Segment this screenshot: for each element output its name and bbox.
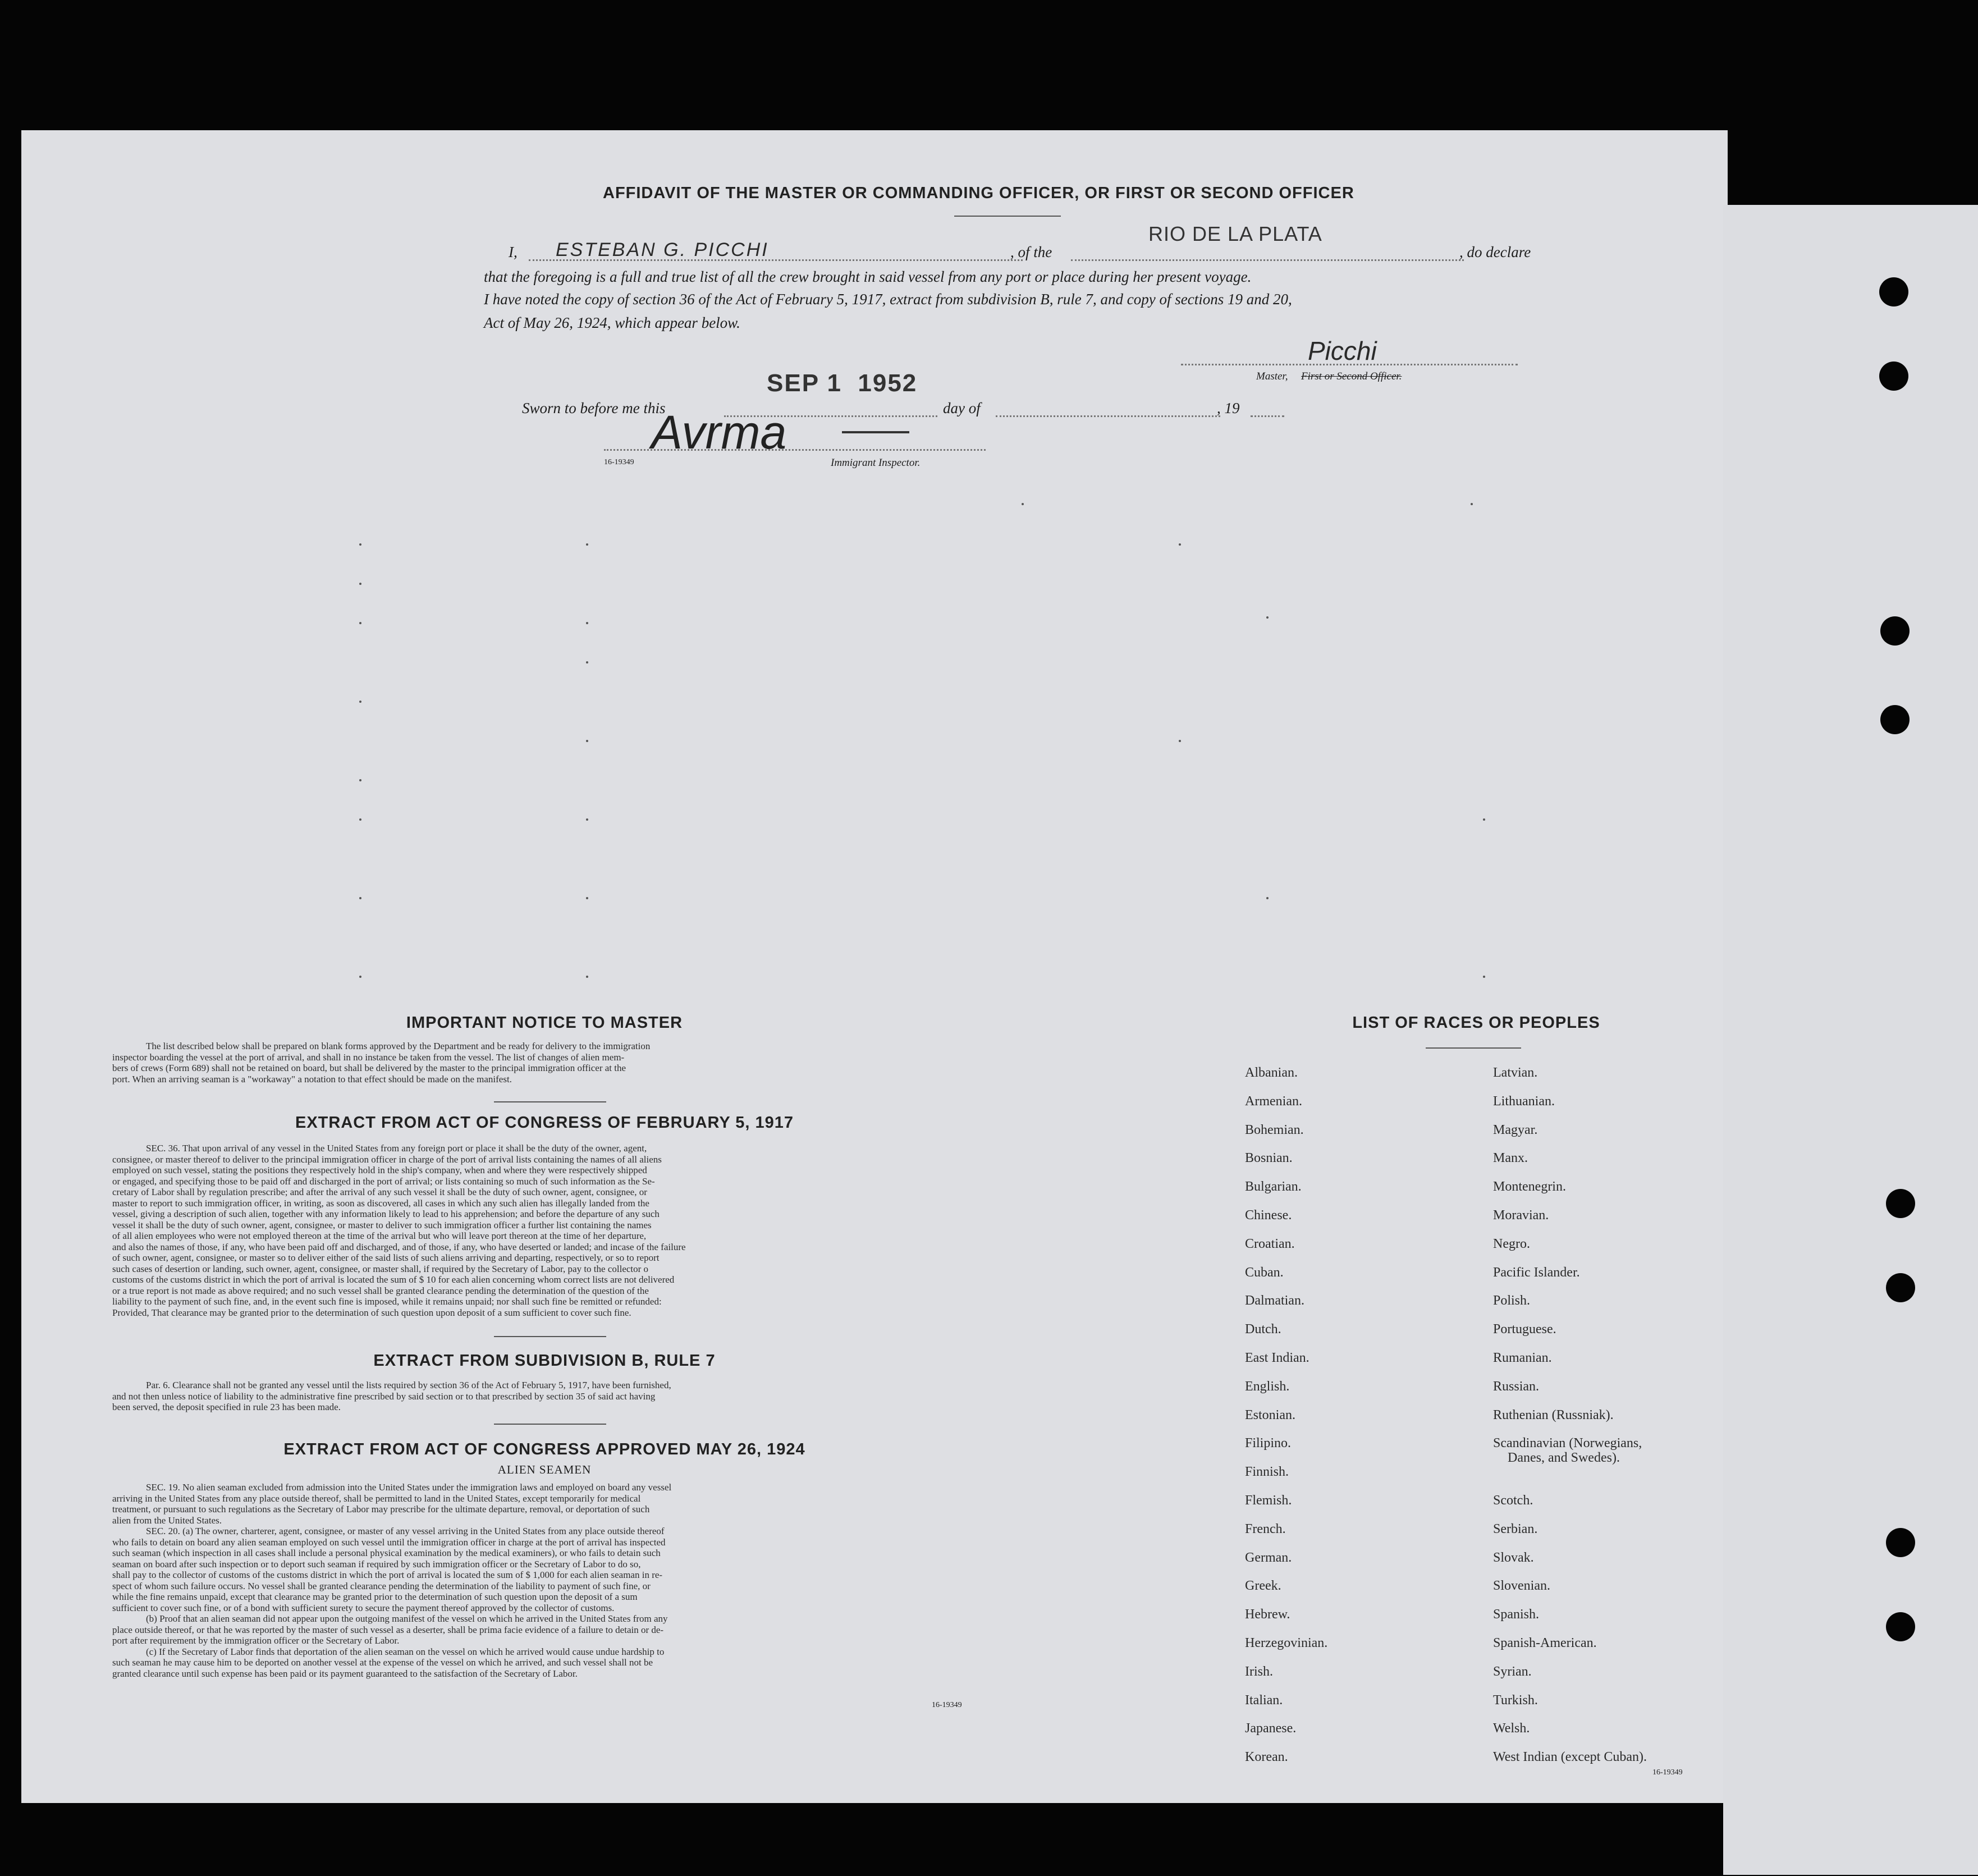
vessel-name-line xyxy=(1071,259,1464,261)
date-stamp: SEP 1 1952 xyxy=(767,369,918,397)
extract-line: who fails to detain on board any alien seaman employed on such vessel until the immigration officer in charge at the port of arrival has inspected xyxy=(112,1536,666,1548)
race-item: Greek. xyxy=(1245,1578,1281,1593)
inspector-signature: Avrma xyxy=(651,406,787,459)
race-item: Turkish. xyxy=(1493,1693,1538,1708)
binder-hole xyxy=(1886,1273,1915,1302)
binder-hole xyxy=(1886,1612,1915,1641)
race-item: Ruthenian (Russniak). xyxy=(1493,1408,1614,1422)
extract-line: alien from the United States. xyxy=(112,1514,222,1526)
extract-line: employed on such vessel, stating the positions they respectively hold in the ship's company, when and where they were respectively shipped xyxy=(112,1165,647,1175)
day-of-label: day of xyxy=(943,400,981,417)
race-item: Irish. xyxy=(1245,1664,1273,1679)
race-item: Cuban. xyxy=(1245,1265,1284,1280)
extract-line: SEC. 36. That upon arrival of any vessel in the United States from any foreign port or place it shall be the duty of the owner, agent, xyxy=(146,1143,647,1154)
speck xyxy=(1483,976,1485,978)
extract-line: of all alien employees who were not employed thereon at the time of the arrival but who will leave port thereon at the time of her departure, xyxy=(112,1230,647,1241)
notice-line: The list described below shall be prepared on blank forms approved by the Department and be ready for delivery to the immigration xyxy=(146,1041,651,1051)
race-item: West Indian (except Cuban). xyxy=(1493,1750,1647,1764)
extract-line: (c) If the Secretary of Labor finds that deportation of the alien seaman on the vessel on which he arrived would cause undue hardship to xyxy=(146,1646,665,1657)
notice-title: IMPORTANT NOTICE TO MASTER xyxy=(406,1014,683,1032)
binder-hole xyxy=(1879,362,1908,391)
speck xyxy=(586,543,588,546)
race-item: Negro. xyxy=(1493,1237,1530,1251)
race-item: Latvian. xyxy=(1493,1065,1538,1080)
race-item: Korean. xyxy=(1245,1750,1288,1764)
notice-body xyxy=(112,1041,971,1085)
extract-line: such seaman (which inspection in all cases shall include a personal physical examination by the medical examiners), or who fails to detain such xyxy=(112,1548,661,1558)
divider xyxy=(494,1336,606,1337)
extract-line: consignee, or master thereof to deliver to the principal immigration officer in charge of the port of arrival lists containing the names of all aliens xyxy=(112,1154,662,1165)
extract-line: while the fine remains unpaid, except that clearance may be granted prior to the determination of such question upon the deposit of a sum xyxy=(112,1591,638,1602)
speck xyxy=(586,740,588,742)
race-item: Portuguese. xyxy=(1493,1322,1556,1337)
extract-line: Provided, That clearance may be granted prior to the determination of such question upon deposit of a sum sufficient to cover such fine. xyxy=(112,1307,631,1318)
signature-caption-struck: First or Second Officer. xyxy=(1301,370,1402,382)
extract-line: treatment, or pursuant to such regulations as the Secretary of Labor may prescribe for the ultimate departure, removal, or deportation of such xyxy=(112,1504,650,1514)
speck xyxy=(586,818,588,821)
extract-line: of such owner, agent, consignee, or master so to deliver either of the said lists of such aliens arriving and departing, respectively, or so to report xyxy=(112,1252,660,1263)
notice-line: port. When an arriving seaman is a "workaway" a notation to that effect should be made on the manifest. xyxy=(112,1073,512,1085)
declaration-line-3: Act of May 26, 1924, which appear below. xyxy=(484,314,740,331)
speck xyxy=(359,543,361,546)
speck xyxy=(1179,543,1181,546)
year-line xyxy=(1251,415,1284,417)
extract-line: or engaged, and specifying those to be paid off and discharged in the port of arrival; or lists containing so much of such information as the Se- xyxy=(112,1175,655,1187)
extract-line: spect of whom such failure occurs. No vessel shall be granted clearance pending the determination of the liability to payment of such fine, or xyxy=(112,1580,651,1591)
race-item: German. xyxy=(1245,1550,1292,1565)
extract-line: vessel it shall be the duty of such owner, agent, consignee, or master to deliver to such immigration officer a further list containing the names xyxy=(112,1219,652,1230)
title-underline xyxy=(954,216,1061,217)
extract-line: and also the names of those, if any, who have been paid off and discharged, and of those, if any, who have deserted or landed; and incase of the failure xyxy=(112,1241,686,1252)
race-item: Dalmatian. xyxy=(1245,1293,1304,1308)
extract-1917-body xyxy=(112,1143,971,1318)
i-label: I, xyxy=(509,244,518,260)
extract-line: and not then unless notice of liability to the administrative fine prescribed by said section or to that prescribed by section 35 of said act having xyxy=(112,1390,656,1402)
inspector-signature-stroke xyxy=(842,431,909,433)
speck xyxy=(1022,503,1024,505)
race-item: Syrian. xyxy=(1493,1664,1532,1679)
extract-1924-body xyxy=(112,1482,971,1679)
speck xyxy=(359,583,361,585)
extract-line: seaman on board after such inspection or to deport such seaman if required by such immigration officer or the Secretary of Labor to do so, xyxy=(112,1558,641,1570)
speck xyxy=(359,897,361,899)
race-item: English. xyxy=(1245,1379,1290,1394)
inspector-caption: Immigrant Inspector. xyxy=(831,457,921,469)
extract-rule7-title: EXTRACT FROM SUBDIVISION B, RULE 7 xyxy=(373,1352,716,1370)
extract-line: customs of the customs district in which the port of arrival is located the sum of $ 10 for each alien concerning whom correct lists are not delivered xyxy=(112,1274,675,1285)
speck xyxy=(359,818,361,821)
extract-line: such cases of desertion or landing, such owner, agent, consignee, or master shall, if required by the Secretary of Labor, pay to the collector o xyxy=(112,1263,649,1274)
race-item: Moravian. xyxy=(1493,1208,1549,1223)
binder-hole xyxy=(1880,616,1910,646)
speck xyxy=(586,897,588,899)
race-item: Spanish. xyxy=(1493,1607,1540,1622)
master-signature: Picchi xyxy=(1308,336,1377,365)
form-page-edge xyxy=(1723,205,1978,1875)
race-item: Polish. xyxy=(1493,1293,1531,1308)
extract-line: SEC. 20. (a) The owner, charterer, agent, consignee, or master of any vessel arriving in the United States from any place outside thereof xyxy=(146,1526,665,1536)
race-item: Albanian. xyxy=(1245,1065,1298,1080)
race-item: Japanese. xyxy=(1245,1721,1297,1736)
divider xyxy=(494,1424,606,1425)
extract-line: granted clearance until such expense has been paid or its payment guaranteed to the satisfaction of the Secretary of Labor. xyxy=(112,1668,578,1679)
extract-line: arriving in the United States from any place outside thereof, shall be permitted to land in the United States, except temporarily for medical xyxy=(112,1493,641,1504)
race-item: Spanish-American. xyxy=(1493,1636,1597,1650)
race-item: Pacific Islander. xyxy=(1493,1265,1580,1280)
inspector-line xyxy=(604,449,986,451)
vessel-name: RIO DE LA PLATA xyxy=(1148,222,1322,245)
extract-line: vessel, giving a description of such alien, together with any information likely to lead to his apprehension; and before the departure of any such xyxy=(112,1209,660,1219)
form-number-races: 16-19349 xyxy=(1652,1768,1683,1777)
form-number-top: 16-19349 xyxy=(604,458,634,466)
extract-line: port after requirement by the immigration officer or the Secretary of Labor. xyxy=(112,1635,400,1646)
extract-line: SEC. 19. No alien seaman excluded from admission into the United States under the immigration laws and employed on board any vessel xyxy=(146,1482,672,1493)
signature-caption-master: Master, xyxy=(1256,370,1288,382)
speck xyxy=(359,622,361,624)
extract-line: or a true report is not made as above required; and no such vessel shall be granted clearance pending the determination of the question of the xyxy=(112,1285,649,1296)
extract-line: (b) Proof that an alien seaman did not appear upon the outgoing manifest of the vessel on which he arrived in the United States from any xyxy=(146,1613,668,1624)
month-line xyxy=(996,415,1220,417)
binder-hole xyxy=(1880,705,1910,734)
race-item: East Indian. xyxy=(1245,1351,1309,1365)
speck xyxy=(359,701,361,703)
binder-hole xyxy=(1886,1189,1915,1218)
of-the-label: , of the xyxy=(1010,244,1052,260)
extract-1924-title: EXTRACT FROM ACT OF CONGRESS APPROVED MAY 26, 1924 xyxy=(283,1440,805,1458)
race-item: Bosnian. xyxy=(1245,1151,1293,1165)
notice-line: bers of crews (Form 689) shall not be retained on board, but shall be delivered by the master to the principal immigration officer at the xyxy=(112,1063,626,1073)
speck xyxy=(586,976,588,978)
extract-line: Par. 6. Clearance shall not be granted any vessel until the lists required by section 36 of the Act of February 5, 1917, have been furnished, xyxy=(146,1380,671,1390)
race-item: Filipino. xyxy=(1245,1436,1292,1451)
form-number-extract: 16-19349 xyxy=(932,1701,962,1709)
extract-1917-title: EXTRACT FROM ACT OF CONGRESS OF FEBRUARY 5, 1917 xyxy=(295,1114,794,1132)
race-item: Estonian. xyxy=(1245,1408,1295,1422)
speck xyxy=(1483,818,1485,821)
race-item: Scotch. xyxy=(1493,1493,1533,1508)
race-item: Danes, and Swedes). xyxy=(1508,1451,1620,1465)
race-item: Dutch. xyxy=(1245,1322,1281,1337)
extract-rule7-body xyxy=(112,1380,971,1413)
speck xyxy=(586,622,588,624)
extract-1924-subtitle: ALIEN SEAMEN xyxy=(497,1463,592,1476)
year-label: , 19 xyxy=(1217,400,1240,417)
declaration-line-2: I have noted the copy of section 36 of the Act of February 5, 1917, extract from subdivision B, rule 7, and copy of sections 19 and 20, xyxy=(484,291,1292,308)
speck xyxy=(1471,503,1473,505)
declaration-line-1: that the foregoing is a full and true list of all the crew brought in said vessel from any port or place during her present voyage. xyxy=(484,268,1252,285)
speck xyxy=(1179,740,1181,742)
binder-hole xyxy=(1886,1528,1915,1557)
race-item: Finnish. xyxy=(1245,1465,1289,1479)
speck xyxy=(1266,897,1269,899)
race-item: Magyar. xyxy=(1493,1123,1538,1137)
sworn-label: Sworn to before me this xyxy=(522,400,666,417)
race-item: Bulgarian. xyxy=(1245,1179,1302,1194)
do-declare-label: , do declare xyxy=(1459,244,1531,260)
extract-line: master to report to such immigration officer, in writing, as soon as discovered, all cases in which any such alien has illegally landed from the xyxy=(112,1197,649,1209)
race-item: Montenegrin. xyxy=(1493,1179,1566,1194)
extract-line: sufficient to cover such fine, or of a bond with sufficient surety to secure the payment thereof approved by the collector of customs. xyxy=(112,1602,615,1613)
race-item: Russian. xyxy=(1493,1379,1540,1394)
race-item: Welsh. xyxy=(1493,1721,1530,1736)
divider xyxy=(494,1101,606,1102)
binder-hole xyxy=(1879,277,1908,306)
race-item: French. xyxy=(1245,1522,1286,1536)
race-item: Slovak. xyxy=(1493,1550,1534,1565)
speck xyxy=(1266,616,1269,619)
race-item: Scandinavian (Norwegians, xyxy=(1493,1436,1642,1451)
extract-line: been served, the deposit specified in rule 23 has been made. xyxy=(112,1402,341,1412)
extract-line: shall pay to the collector of customs of the customs district in which the port of arrival is located the sum of $ 1,000 for each alien seaman in re- xyxy=(112,1570,663,1580)
race-item: Rumanian. xyxy=(1493,1351,1552,1365)
race-item: Italian. xyxy=(1245,1693,1283,1708)
race-item: Armenian. xyxy=(1245,1094,1302,1109)
races-title-underline xyxy=(1426,1047,1521,1049)
race-item: Slovenian. xyxy=(1493,1578,1550,1593)
race-item: Chinese. xyxy=(1245,1208,1292,1223)
extract-line: such seaman he may cause him to be deported on another vessel at the expense of the vessel on which he arrived, and such vessel shall not be xyxy=(112,1657,653,1668)
extract-line: cretary of Labor shall by regulation prescribe; and after the arrival of any such vessel it shall be the duty of such owner, agent, consignee, or xyxy=(112,1187,647,1197)
race-item: Serbian. xyxy=(1493,1522,1538,1536)
races-title: LIST OF RACES OR PEOPLES xyxy=(1352,1014,1600,1032)
extract-line: liability to the payment of such fine, and, in the event such fine is imposed, while it remains unpaid; nor shall such fine be remitted or refunded: xyxy=(112,1296,662,1307)
master-name: ESTEBAN G. PICCHI xyxy=(556,239,769,260)
extract-line: place outside thereof, or that he was reported by the master of such vessel as a deserter, shall be prima facie evidence of a failure to detain or de- xyxy=(112,1624,664,1635)
race-item: Herzegovinian. xyxy=(1245,1636,1328,1650)
race-item: Bohemian. xyxy=(1245,1123,1304,1137)
race-item: Croatian. xyxy=(1245,1237,1295,1251)
affidavit-title: AFFIDAVIT OF THE MASTER OR COMMANDING OFFICER, OR FIRST OR SECOND OFFICER xyxy=(603,184,1354,202)
speck xyxy=(359,976,361,978)
race-item: Manx. xyxy=(1493,1151,1528,1165)
speck xyxy=(586,661,588,664)
race-item: Hebrew. xyxy=(1245,1607,1290,1622)
speck xyxy=(359,779,361,781)
race-item: Flemish. xyxy=(1245,1493,1292,1508)
race-item: Lithuanian. xyxy=(1493,1094,1555,1109)
notice-line: inspector boarding the vessel at the port of arrival, and shall in no instance be taken from the vessel. The list of changes of alien mem- xyxy=(112,1051,625,1063)
